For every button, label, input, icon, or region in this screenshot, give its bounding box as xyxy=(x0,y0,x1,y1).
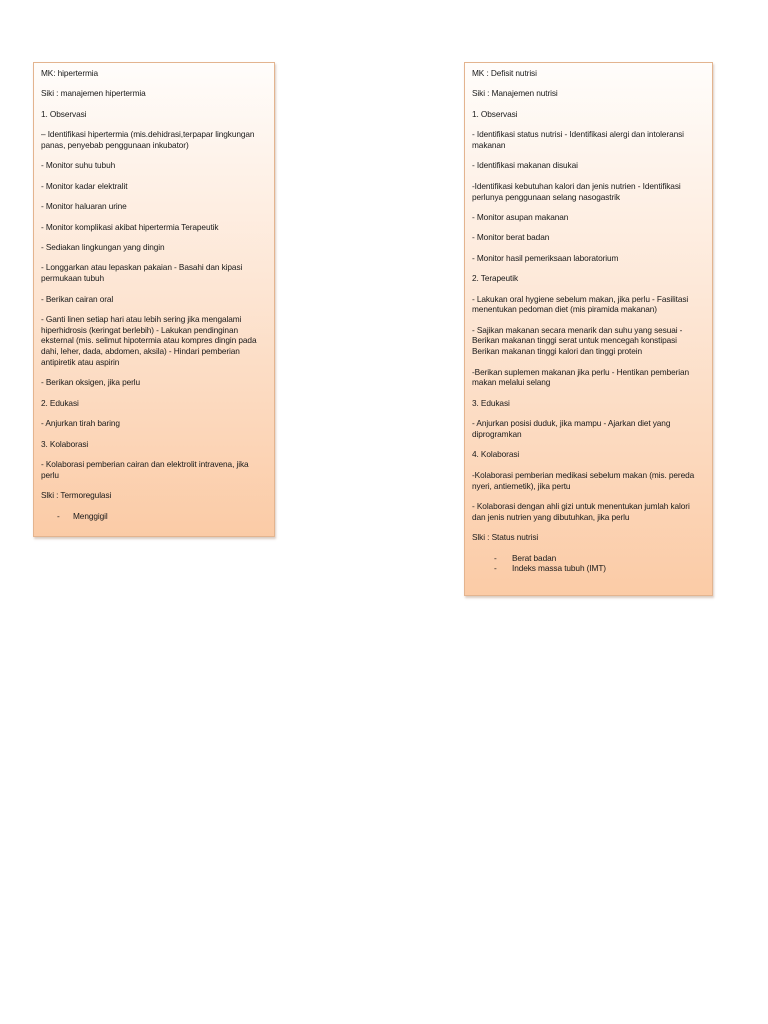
list-item: - Anjurkan posisi duduk, jika mampu - Ajarkan diet yang diprogramkan xyxy=(472,418,671,440)
list-item: - Anjurkan tirah baring xyxy=(41,418,120,429)
list-item: - Berikan cairan oral xyxy=(41,293,114,304)
list-item: - Kolaborasi pemberian cairan dan elektrolit intravena, jika perlu xyxy=(41,459,249,480)
mk-title: MK : Defisit nutrisi xyxy=(472,68,537,78)
list-item: - Longgarkan atau lepaskan pakaian - Basahi dan kipasi permukaan tubuh xyxy=(41,262,243,284)
hipertermia-card xyxy=(33,62,275,537)
section-heading: 2. Terapeutik xyxy=(472,273,519,284)
section-heading: 1. Observasi xyxy=(41,108,87,119)
list-item: - Monitor komplikasi akibat hipertermia Terapeutik xyxy=(41,221,219,232)
bullet-item xyxy=(472,553,705,564)
siki-title: Siki : manajemen hipertermia xyxy=(41,88,146,99)
list-item: - Monitor berat badan xyxy=(472,232,550,243)
bullet-dash: - xyxy=(57,510,60,521)
list-item: - Identifikasi status nutrisi - Identifikasi alergi dan intoleransi makanan xyxy=(472,129,684,150)
list-item: - Sediakan lingkungan yang dingin xyxy=(41,241,165,252)
bullet-label: Berat badan xyxy=(512,552,557,563)
list-item: – Identifikasi hipertermia (mis.dehidrasi,terpapar lingkungan panas, penyebab penggunaan inkubator) xyxy=(41,129,255,150)
list-item: - Sajikan makanan secara menarik dan suhu yang sesuai - Berikan makanan tinggi serat untuk mencegah konstipasi Berikan makanan tinggi kalori dan tinggi protein xyxy=(472,324,683,357)
list-item: - Berikan oksigen, jika perlu xyxy=(41,377,141,388)
list-item: -Kolaborasi pemberian medikasi sebelum makan (mis. pereda nyeri, antiemetik), jika pertu xyxy=(472,469,695,491)
section-heading: 1. Observasi xyxy=(472,108,518,119)
slki-title: Slki : Status nutrisi xyxy=(472,532,539,543)
list-item: - Monitor asupan makanan xyxy=(472,211,569,222)
list-item: - Monitor kadar elektralit xyxy=(41,180,128,191)
bullet-dash: - xyxy=(494,563,497,574)
list-item: - Monitor haluaran urine xyxy=(41,201,127,212)
section-heading: 3. Edukasi xyxy=(472,397,510,408)
list-item: - Lakukan oral hygiene sebelum makan, jika perlu - Fasilitasi menentukan pedoman diet (mis piramida makanan) xyxy=(472,293,689,315)
defisit-nutrisi-card xyxy=(464,62,713,596)
bullet-item xyxy=(41,511,267,522)
list-item: -Identifikasi kebutuhan kalori dan jenis nutrien - Identifikasi perlunya penggunaan selang nasogastrik xyxy=(472,180,681,202)
list-item: - Identifikasi makanan disukai xyxy=(472,160,578,171)
list-item: -Berikan suplemen makanan jika perlu - Hentikan pemberian makan melalui selang xyxy=(472,366,690,388)
mk-title: MK: hipertermia xyxy=(41,68,99,78)
bullet-label: Indeks massa tubuh (IMT) xyxy=(512,563,606,574)
siki-title: Siki : Manajemen nutrisi xyxy=(472,88,558,99)
section-heading: 3. Kolaborasi xyxy=(41,438,89,449)
bullet-dash: - xyxy=(494,552,497,563)
bullet-label: Menggigil xyxy=(73,510,108,521)
list-item: - Ganti linen setiap hari atau lebih sering jika mengalami hiperhidrosis (keringat berlebih) - Lakukan pendinginan eksternal (mis. selimut hipotermia atau kompres dingin pada dahi, leher, dada, abdomen, aksila) - Hindari pemberian antipiretik atau aspirin xyxy=(41,313,257,368)
list-item: - Monitor suhu tubuh xyxy=(41,160,116,171)
slki-title: Slki : Termoregulasi xyxy=(41,490,112,501)
section-heading: 4. Kolaborasi xyxy=(472,449,520,460)
list-item: - Monitor hasil pemeriksaan laboratorium xyxy=(472,252,619,263)
section-heading: 2. Edukasi xyxy=(41,397,79,408)
bullet-item xyxy=(472,563,705,574)
list-item: - Kolaborasi dengan ahli gizi untuk menentukan jumlah kalori dan jenis nutrien yang dibutuhkan, jika perlu xyxy=(472,501,690,522)
